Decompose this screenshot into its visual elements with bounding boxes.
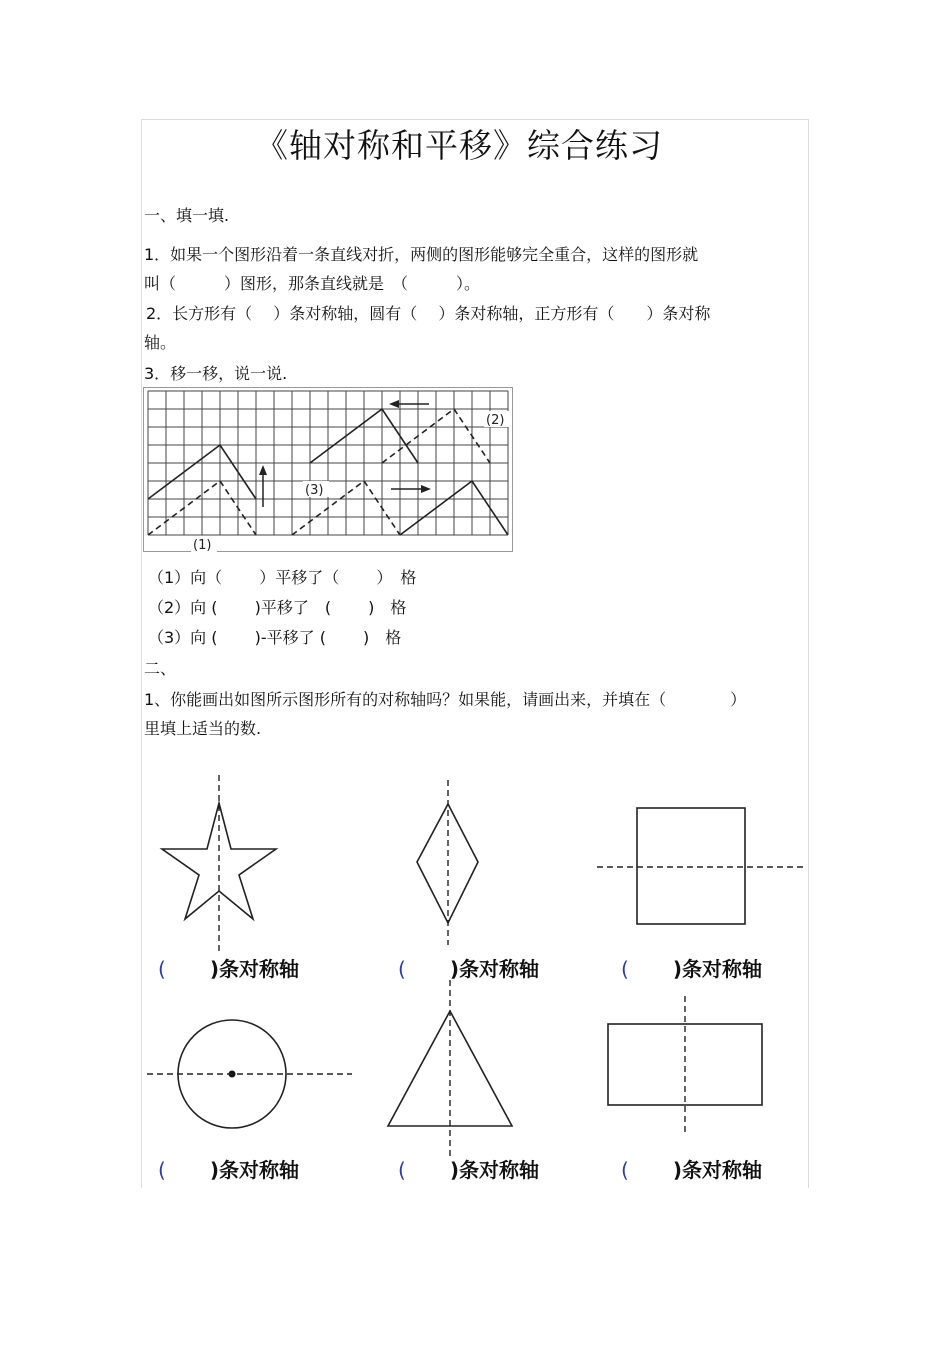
axis-count-label-square: ( )条对称轴 (621, 957, 762, 981)
q2-line2: 轴。 (144, 333, 177, 352)
axis-count-label-rectangle: ( )条对称轴 (621, 1158, 762, 1182)
axis-count-label-triangle: ( )条对称轴 (398, 1158, 539, 1182)
q1-line2: 叫（ ）图形，那条直线就是 （ ）。 (144, 274, 481, 293)
axis-count-label-rhombus: ( )条对称轴 (398, 957, 539, 981)
q3-text: 3．移一移，说一说. (144, 364, 288, 383)
axis-count-label-star: ( )条对称轴 (158, 957, 299, 981)
section2-heading: 二、 (144, 659, 177, 678)
page-title: 《轴对称和平移》综合练习 (255, 126, 663, 165)
grid-label-3: (3) (305, 483, 324, 498)
answer-2: （2）向 ( )平移了 ( ) 格 (148, 598, 407, 617)
q2-line1: 2．长方形有（ ）条对称轴，圆有（ ）条对称轴，正方形有（ ）条对称 (146, 304, 711, 323)
s2-q1-line2: 里填上适当的数. (144, 719, 262, 738)
axis-count-label-circle: ( )条对称轴 (158, 1158, 299, 1182)
triangle-shape (388, 1011, 512, 1126)
q1-line1: 1．如果一个图形沿着一条直线对折，两侧的图形能够完全重合，这样的图形就 (144, 245, 699, 264)
s2-q1-line1: 1、你能画出如图所示图形所有的对称轴吗？如果能，请画出来，并填在（ ） (144, 690, 747, 709)
section1-heading: 一、填一填. (144, 206, 230, 225)
answer-1: （1）向（ ）平移了（ ） 格 (148, 568, 417, 587)
grid-label-1: (1) (193, 538, 212, 552)
square-shape (637, 808, 745, 924)
translation-grid-figure (143, 387, 513, 552)
answer-3: （3）向 ( )-平移了 ( ) 格 (148, 628, 402, 647)
grid-label-2: (2) (486, 413, 505, 428)
